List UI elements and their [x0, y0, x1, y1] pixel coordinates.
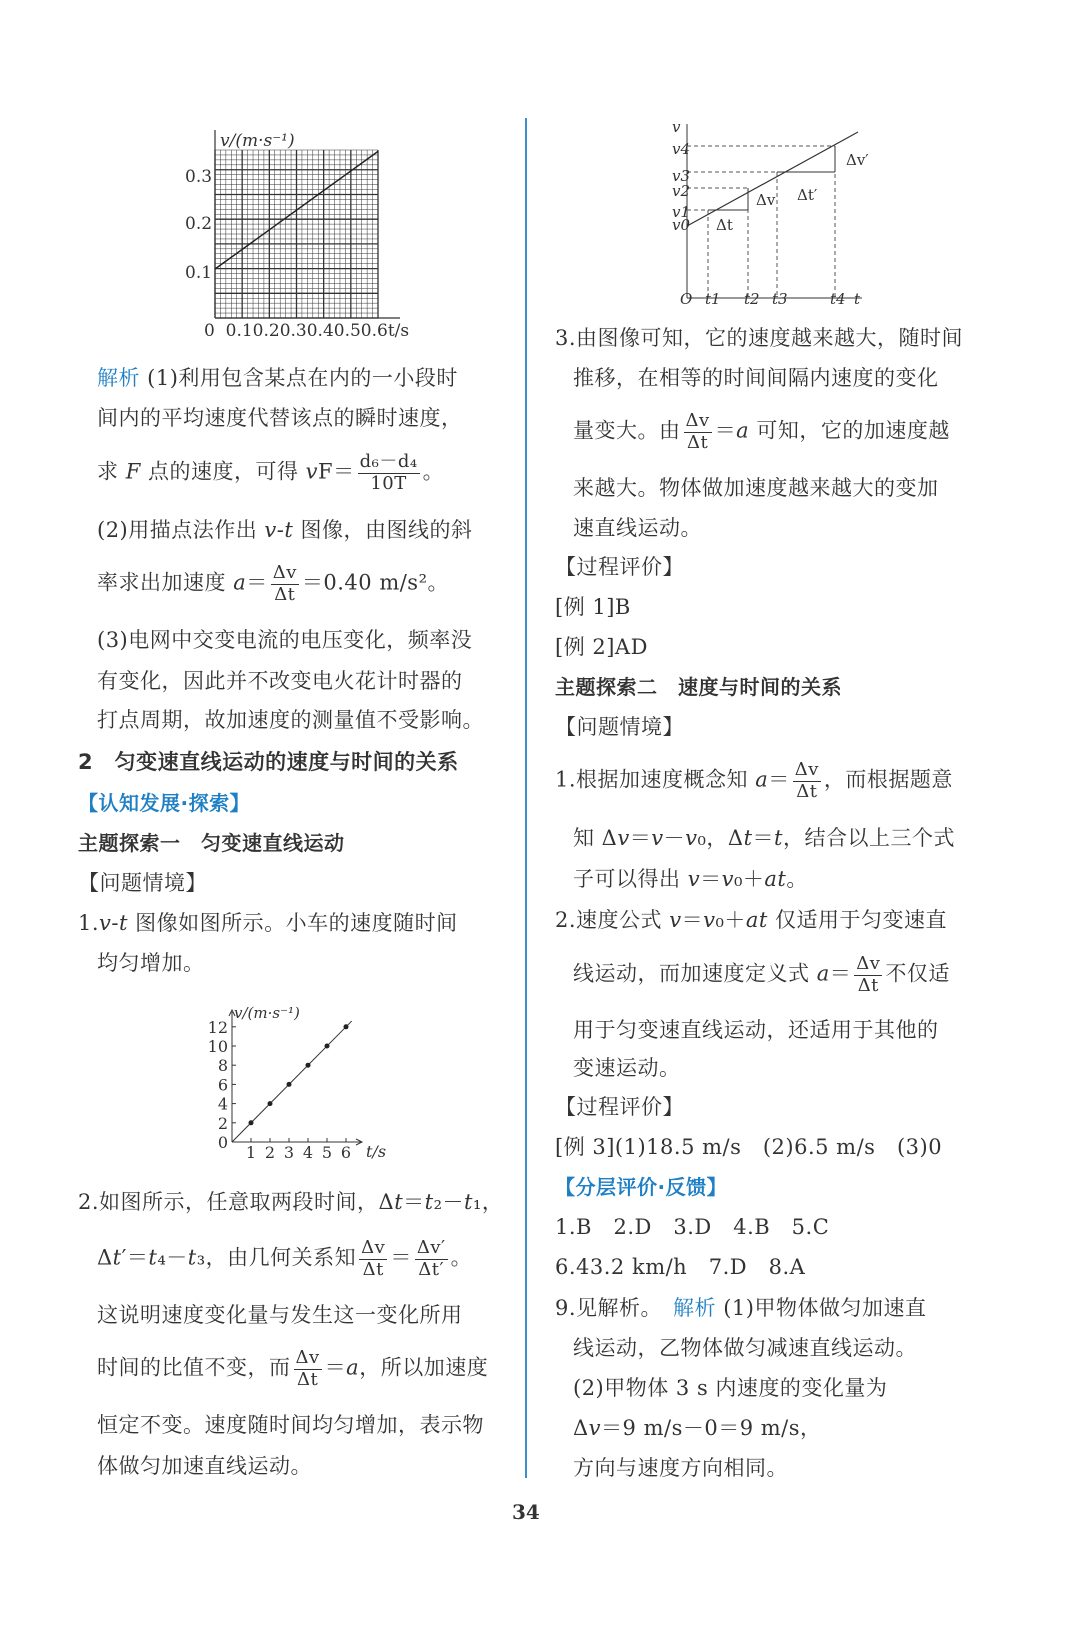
x-tick-label: 5	[321, 1143, 333, 1162]
text-line	[97, 452, 444, 494]
text: 打点周期，故加速度的测量值不受影响。	[97, 708, 484, 732]
text-line	[97, 563, 449, 605]
denominator: Δt	[274, 583, 296, 605]
fig1-ytick: 0.2	[185, 214, 213, 234]
math-variable: v	[703, 908, 716, 932]
answer-line	[555, 637, 648, 658]
text: ＝9 m/s－0＝9 m/s，	[601, 1416, 822, 1440]
text: (1)利用包含某点在内的一小段时	[140, 366, 458, 390]
text: 9.见解析。	[555, 1296, 674, 1320]
text-line	[573, 1020, 939, 1041]
text: 【过程评价】	[555, 555, 684, 579]
text: ＝	[629, 826, 652, 850]
text: ₀＋	[715, 908, 746, 932]
vt-scatter-figure	[208, 1010, 362, 1162]
math-variable: v	[685, 826, 698, 850]
t-label: t4	[830, 290, 846, 308]
math-variable: v	[651, 826, 664, 850]
text-line	[97, 1415, 484, 1436]
fraction	[854, 954, 882, 996]
math-variable: a	[755, 767, 769, 792]
text: 1.	[78, 911, 100, 935]
text: 间内的平均速度代替该点的瞬时速度，	[97, 406, 463, 430]
text: 线运动，而加速度定义式	[573, 961, 817, 986]
v-label: v4	[672, 140, 691, 158]
math-variable: v	[687, 867, 701, 891]
t-label: t	[854, 290, 861, 308]
text-line	[97, 408, 463, 429]
math-variable: t	[148, 1245, 158, 1270]
text: 变速运动。	[573, 1056, 681, 1080]
section-label	[555, 557, 684, 578]
y-tick-label: 8	[217, 1056, 228, 1076]
math-variable: t	[743, 826, 753, 850]
math-variable: v	[588, 1416, 602, 1440]
denominator: Δt	[796, 780, 818, 802]
x-tick-label: 1	[245, 1143, 257, 1162]
text-line	[573, 411, 950, 453]
text: 主题探索二 速度与时间的关系	[555, 675, 842, 699]
v-label: v0	[672, 216, 691, 234]
fraction	[294, 1348, 322, 1390]
text: ₃，由几何关系知	[196, 1245, 357, 1270]
denominator: Δt	[686, 431, 709, 453]
text: 不仅适	[885, 961, 950, 986]
text: ＝	[752, 826, 775, 850]
data-point	[287, 1082, 292, 1087]
analysis-label: 解析	[97, 366, 140, 390]
text: 。	[786, 867, 808, 891]
text: (3)电网中交变电流的电压变化，频率没	[97, 628, 473, 652]
section-label	[555, 1177, 727, 1197]
text: 。	[422, 459, 445, 484]
text-line	[97, 1305, 463, 1326]
delta-v-label: Δv	[756, 191, 776, 209]
text: Δ	[97, 1245, 113, 1270]
text: (2)甲物体 3 s 内速度的变化量为	[573, 1376, 888, 1400]
text: 1.B 2.D 3.D 4.B 5.C	[555, 1215, 830, 1239]
math-variable: a	[736, 418, 750, 443]
text-line	[573, 828, 955, 849]
text: 子可以得出	[573, 867, 688, 891]
text: ＝	[246, 570, 268, 595]
math-variable: a	[816, 961, 830, 986]
text: 率求出加速度	[97, 570, 234, 595]
text-line	[573, 1458, 788, 1479]
denominator: Δt	[857, 974, 879, 996]
t-label: t3	[772, 290, 788, 308]
analysis-label: 解析	[673, 1296, 717, 1320]
y-tick-label: 10	[207, 1037, 228, 1056]
text-line	[573, 1338, 917, 1359]
answer-line	[555, 1257, 805, 1278]
text: ₀，Δ	[697, 826, 744, 850]
text: ，所以加速度	[359, 1355, 489, 1380]
fig1-ylabel: v/(m·s⁻¹)	[220, 131, 295, 151]
text: 【分层评价·反馈】	[555, 1175, 728, 1199]
text-line	[97, 1456, 312, 1477]
math-variable: a	[233, 570, 247, 595]
text: 这说明速度变化量与发生这一变化所用	[97, 1303, 463, 1327]
math-variable: at	[745, 908, 768, 932]
text: ＝	[390, 1245, 412, 1270]
text-line	[97, 671, 463, 692]
section-label	[78, 793, 250, 813]
text: [例 2]AD	[555, 635, 648, 659]
fraction	[359, 1238, 387, 1280]
text: 3.由图像可知，它的速度越来越大，随时间	[555, 326, 964, 350]
text-line	[78, 1192, 503, 1213]
text: 2.速度公式	[555, 908, 670, 932]
numerator: Δv	[272, 562, 297, 583]
text-line	[573, 954, 950, 996]
math-variable: t	[394, 1190, 404, 1214]
v-label: v3	[672, 167, 691, 185]
text: ₄－	[157, 1245, 188, 1270]
fig1-xticks: 0 0.10.20.30.40.50.6t/s	[204, 321, 410, 341]
text: 1.根据加速度概念知	[555, 767, 756, 792]
math-variable: t	[424, 1190, 434, 1214]
text: ＝	[333, 459, 355, 484]
y-tick-label: 4	[217, 1094, 228, 1114]
text: 速直线运动。	[573, 516, 702, 540]
page-number: 34	[512, 1500, 540, 1524]
text-line	[97, 368, 458, 389]
text-line	[573, 478, 939, 499]
text-line	[555, 760, 953, 802]
text: ＝	[714, 418, 737, 443]
text: ＝	[829, 961, 852, 986]
text: ₀＋	[733, 867, 765, 891]
text-line	[78, 913, 458, 934]
fraction	[415, 1238, 448, 1280]
text: ＝0.40 m/s²。	[301, 570, 450, 595]
fraction	[793, 760, 821, 802]
denominator: Δt	[362, 1258, 384, 1280]
y-tick-label: 12	[207, 1017, 228, 1037]
math-variable: t	[187, 1245, 197, 1270]
t-label: t1	[705, 290, 721, 308]
math-variable: t	[464, 1190, 473, 1214]
t-label: t2	[744, 290, 760, 308]
v-label: v1	[672, 203, 691, 221]
data-point	[268, 1101, 273, 1106]
section-label	[555, 1097, 684, 1118]
text: ₁，	[472, 1190, 504, 1214]
vt-diagram-figure	[672, 118, 869, 308]
text-line	[573, 518, 702, 539]
numerator: Δv′	[416, 1237, 446, 1258]
numerator: Δv	[856, 953, 881, 974]
text: ＝	[700, 867, 722, 891]
text: ，结合以上三个式	[782, 826, 955, 850]
answer-line	[555, 597, 631, 618]
fig2-ylabel: v/(m·s⁻¹)	[234, 1004, 300, 1022]
fraction	[271, 563, 299, 605]
fraction	[358, 452, 420, 494]
column-divider	[525, 118, 527, 1478]
math-variable: F	[125, 459, 141, 484]
text-line	[97, 1238, 472, 1280]
text: [例 3](1)18.5 m/s (2)6.5 m/s (3)0	[555, 1135, 943, 1159]
text: 有变化，因此并不改变电火花计时器的	[97, 669, 463, 693]
text: 推移，在相等的时间间隔内速度的变化	[573, 366, 939, 390]
text: 【认知发展·探索】	[78, 791, 251, 815]
text-line	[97, 710, 484, 731]
v-label: v	[672, 118, 681, 136]
section-label	[555, 717, 684, 738]
text-line	[573, 869, 808, 890]
vt-graph-paper-figure	[215, 130, 400, 318]
x-tick-label: 6	[340, 1143, 352, 1162]
x-tick-label: 3	[283, 1143, 295, 1162]
text: 求	[97, 459, 126, 484]
text: 6.43.2 km/h 7.D 8.A	[555, 1255, 806, 1279]
section-label	[78, 873, 207, 894]
text: 点的速度，可得	[140, 459, 306, 484]
text: 2 匀变速直线运动的速度与时间的关系	[78, 750, 459, 774]
data-point	[344, 1024, 349, 1029]
text: F	[318, 459, 334, 484]
fraction	[684, 411, 712, 453]
data-point	[325, 1044, 330, 1049]
text: ＝	[681, 908, 704, 932]
text: [例 1]B	[555, 595, 631, 619]
text-line	[573, 1418, 822, 1439]
x-tick-label: 2	[264, 1143, 276, 1162]
text: 线运动，乙物体做匀减速直线运动。	[573, 1336, 917, 1360]
text: －	[663, 826, 686, 850]
numerator: Δv	[361, 1237, 386, 1258]
text: 仅适用于匀变速直	[767, 908, 948, 932]
math-variable: t	[112, 1245, 122, 1270]
text: ，而根据题意	[823, 767, 953, 792]
text: 。	[450, 1245, 473, 1270]
math-variable: v	[669, 908, 682, 932]
section-heading	[78, 752, 459, 773]
text: 【过程评价】	[555, 1095, 684, 1119]
delta-t-label: Δt	[716, 216, 733, 234]
math-variable: t	[774, 826, 783, 850]
delta-v-prime-label: Δv′	[846, 151, 869, 169]
text-line	[573, 1378, 887, 1399]
text-line	[555, 328, 963, 349]
data-point	[306, 1063, 311, 1068]
delta-t-prime-label: Δt′	[797, 186, 818, 204]
denominator: 10T	[370, 472, 407, 494]
t-label: O	[680, 290, 693, 308]
numerator: Δv	[794, 759, 819, 780]
topic-heading	[555, 677, 842, 697]
text: 【问题情境】	[555, 715, 684, 739]
numerator: Δv	[685, 410, 710, 431]
v-label: v2	[672, 182, 691, 200]
text: 体做匀加速直线运动。	[97, 1454, 312, 1478]
text: (1)甲物体做匀加速直	[716, 1296, 927, 1320]
text: ′＝	[121, 1245, 149, 1270]
text: ₂－	[433, 1190, 465, 1214]
text: 时间的比值不变，而	[97, 1355, 291, 1380]
answer-line	[555, 1137, 942, 1158]
denominator: Δt′	[418, 1258, 445, 1280]
text: 均匀增加。	[97, 951, 205, 975]
y-tick-label: 6	[217, 1075, 228, 1095]
text: 知 Δ	[573, 826, 618, 850]
math-variable: v	[721, 867, 734, 891]
text: ＝	[324, 1355, 347, 1380]
fig1-ytick: 0.3	[185, 167, 213, 187]
text: 方向与速度方向相同。	[573, 1456, 788, 1480]
text: 主题探索一 匀变速直线运动	[78, 831, 345, 855]
text: 2.如图所示，任意取两段时间，Δ	[78, 1190, 395, 1214]
x-tick-label: 4	[302, 1143, 314, 1162]
text-line	[97, 630, 472, 651]
y-tick-label: 0	[217, 1133, 228, 1152]
text: 恒定不变。速度随时间均匀增加，表示物	[97, 1413, 484, 1437]
math-variable: a	[346, 1355, 360, 1380]
text-line	[97, 1348, 488, 1390]
answer-line	[555, 1217, 829, 1238]
text: 量变大。由	[573, 418, 681, 443]
data-point	[249, 1120, 254, 1125]
math-variable: v	[617, 826, 630, 850]
math-variable: v-t	[264, 518, 294, 542]
answer-line	[555, 1298, 926, 1319]
math-variable: v	[305, 459, 318, 484]
y-tick-label: 2	[217, 1113, 228, 1133]
text: ＝	[768, 767, 790, 792]
text: 可知，它的加速度越	[749, 418, 950, 443]
text-line	[555, 910, 947, 931]
math-variable: at	[764, 867, 787, 891]
fig2-xlabel: t/s	[366, 1142, 387, 1161]
text-line	[573, 1058, 681, 1079]
text: 【问题情境】	[78, 871, 207, 895]
numerator: Δv	[295, 1347, 320, 1368]
text: ＝	[403, 1190, 425, 1214]
math-variable: v-t	[99, 911, 128, 935]
topic-heading	[78, 833, 345, 853]
text: 图像如图所示。小车的速度随时间	[127, 911, 458, 935]
text: (2)用描点法作出	[97, 518, 265, 542]
numerator: d₆－d₄	[359, 451, 418, 472]
text: 来越大。物体做加速度越来越大的变加	[573, 476, 939, 500]
text: Δ	[573, 1416, 589, 1440]
denominator: Δt	[296, 1368, 319, 1390]
text-line	[573, 368, 939, 389]
text-line	[97, 953, 205, 974]
text: 图像，由图线的斜	[293, 518, 473, 542]
text: 用于匀变速直线运动，还适用于其他的	[573, 1018, 939, 1042]
fig1-ytick: 0.1	[185, 263, 213, 283]
text-line	[97, 520, 473, 541]
